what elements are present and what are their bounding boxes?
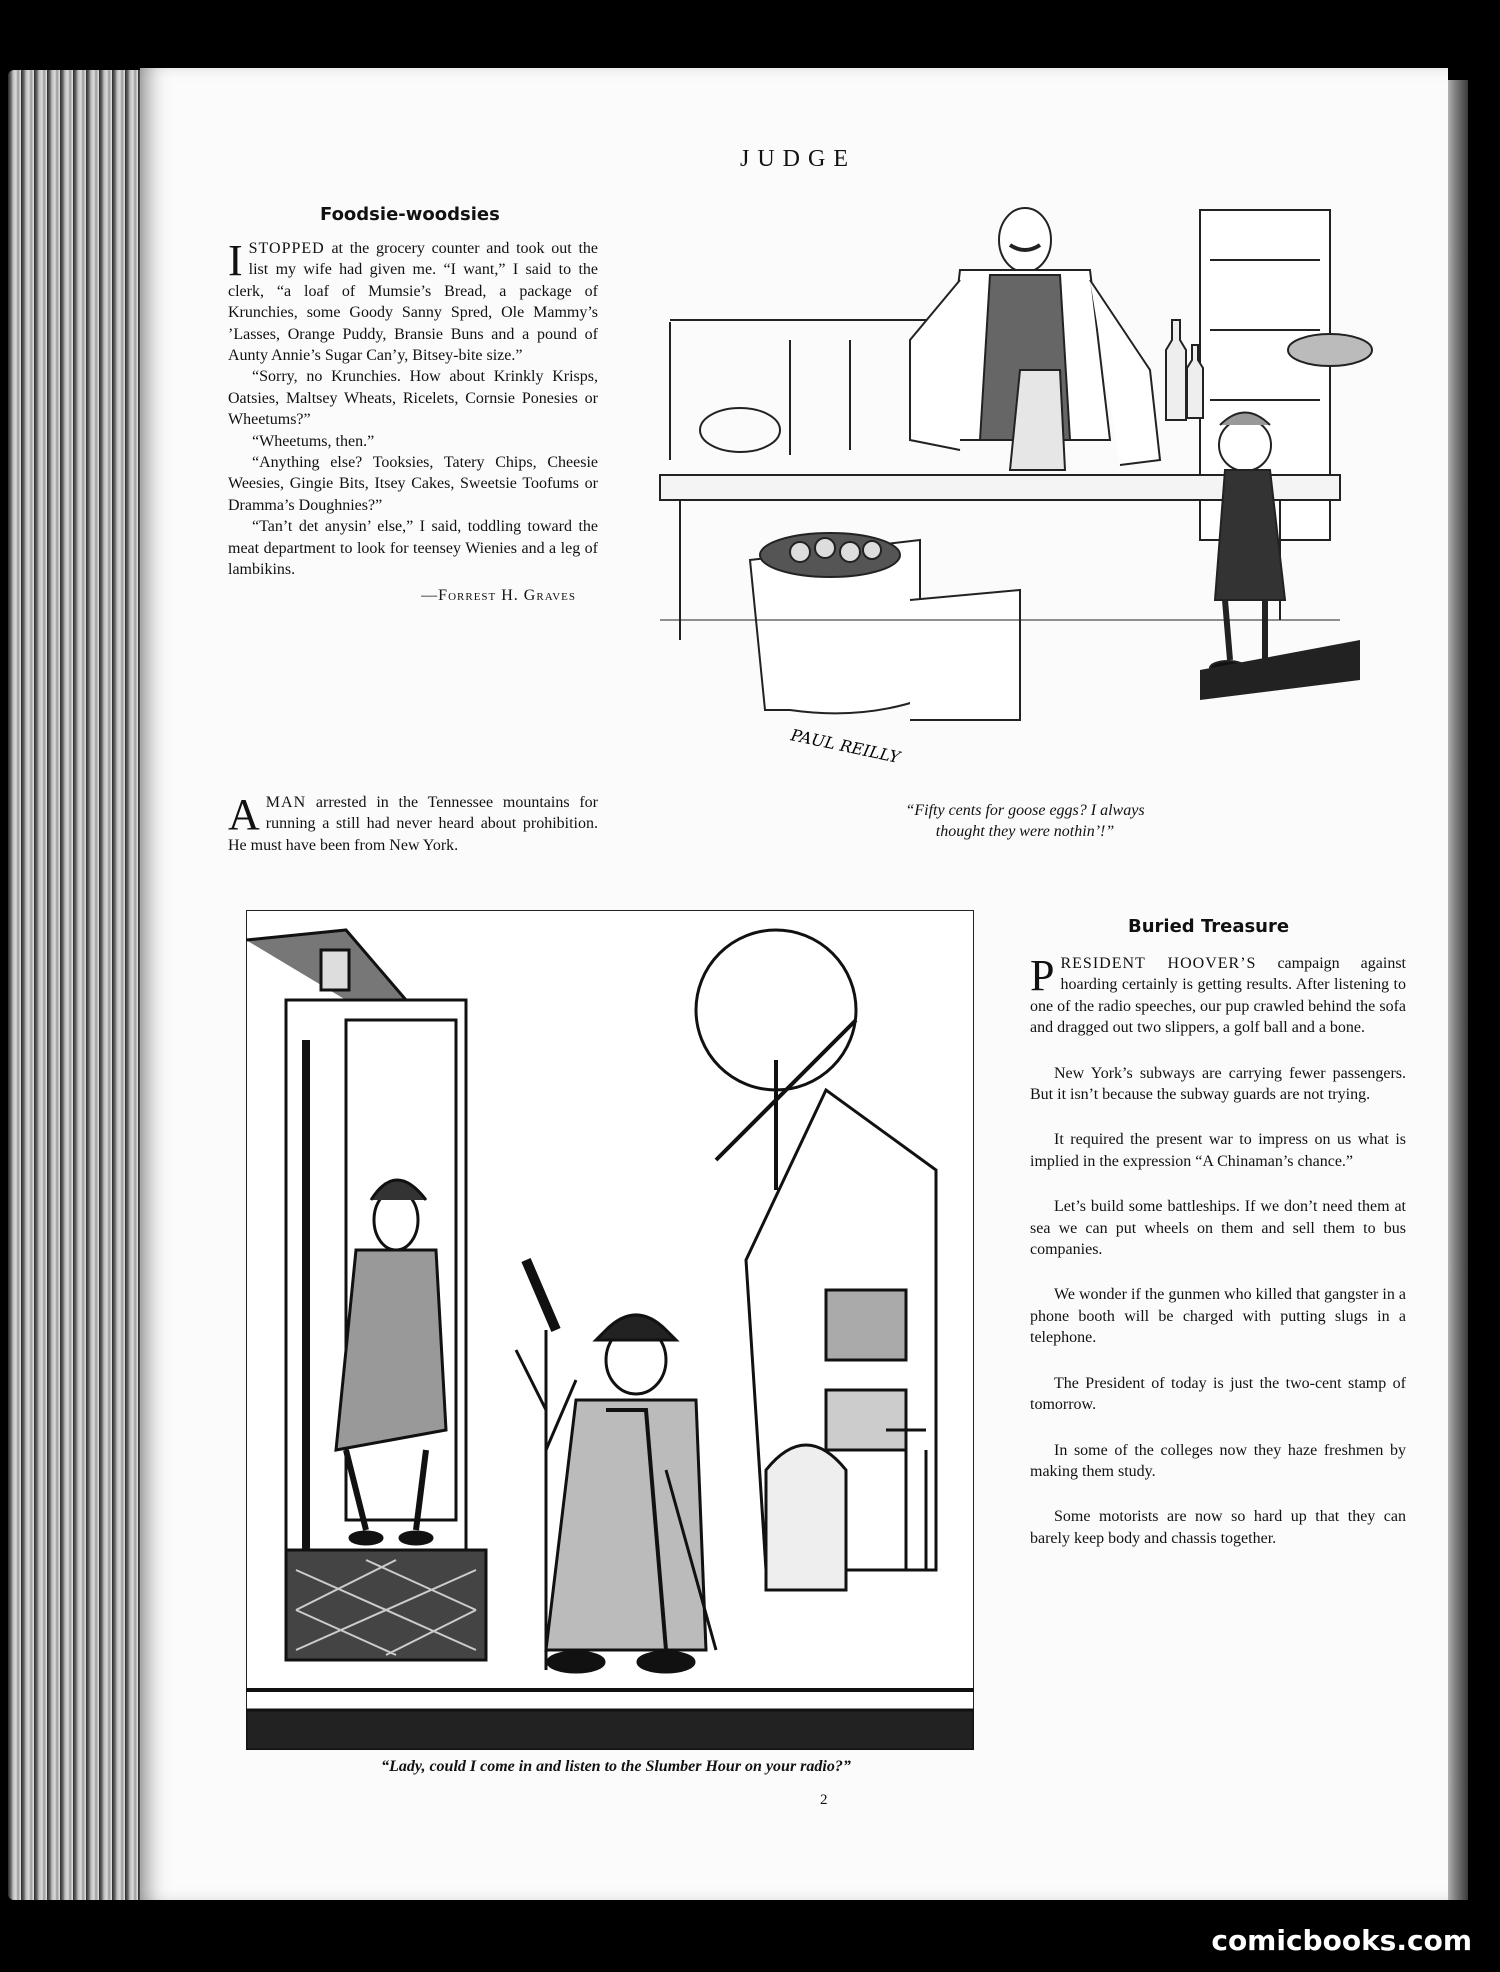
article-foodsie-p5: “Tan’t det anysin’ else,” I said, toddling toward the meat department to look for teensey Wienies and a leg of lambikins. — [228, 518, 598, 579]
cartoon-grocery-caption — [790, 800, 1260, 842]
article-treasure-paragraph: Let’s build some battleships. If we don’t need them at sea we can put wheels on them and sell them to bus companies. — [1030, 1198, 1406, 1259]
article-foodsie — [228, 238, 598, 606]
lead-in: STOPPED — [248, 240, 325, 257]
caption-line-2: thought they were nothin’!” — [935, 823, 1115, 840]
article-treasure-paragraph: Some motorists are now so hard up that they can barely keep body and chassis together. — [1030, 1508, 1406, 1547]
watermark: comicbooks.com — [1211, 1924, 1472, 1957]
article-treasure-paragraph: It required the present war to impress on us what is implied in the expression “A Chinaman’s chance.” — [1030, 1131, 1406, 1170]
artist-signature: PAUL REILLY — [789, 725, 902, 767]
cartoon-doorstep-caption: “Lady, could I come in and listen to the Slumber Hour on your radio?” — [381, 1758, 851, 1775]
caption-line-1: “Fifty cents for goose eggs? I always — [905, 802, 1145, 819]
article-moonshine-text — [228, 792, 598, 856]
article-buried-treasure — [1030, 953, 1406, 1573]
article-foodsie-p1 — [228, 238, 598, 366]
drop-cap: P — [1030, 951, 1055, 1000]
paragraph-text: arrested in the Tennessee mountains for running a still had never heard about prohibition. He must have been from New York. — [228, 794, 598, 854]
cartoon-grocery-illustration — [640, 200, 1380, 770]
paragraph-text: campaign against hoarding certainly is getting results. After listening to one of the radio speeches, our pup crawled behind the sofa and dragged out two slippers, a golf ball and a bone. — [1030, 955, 1406, 1037]
cartoon-doorstep-illustration — [246, 910, 974, 1750]
article-treasure-paragraph: The President of today is just the two-cent stamp of tomorrow. — [1030, 1374, 1406, 1414]
article-moonshine — [228, 792, 598, 856]
drop-cap: I — [228, 236, 243, 285]
article-treasure-paragraph: In some of the colleges now they haze freshmen by making them study. — [1030, 1441, 1406, 1480]
page-number: 2 — [820, 1792, 828, 1808]
article-treasure-p1 — [1030, 953, 1406, 1039]
lead-in: RESIDENT HOOVER’S — [1060, 955, 1257, 972]
masthead: JUDGE — [740, 146, 856, 172]
article-title-foodsie: Foodsie-woodsies — [320, 204, 500, 225]
article-foodsie-p3: “Wheetums, then.” — [252, 432, 375, 450]
article-foodsie-p4: “Anything else? Tooksies, Tatery Chips, Cheesie Weesies, Gingie Bits, Itsey Cakes, Sweetsie Toofums or Dramma’s Doughnies?” — [228, 454, 598, 514]
lead-in: MAN — [265, 794, 307, 811]
drop-cap: A — [228, 790, 260, 839]
byline: —Forrest H. Graves — [421, 586, 576, 604]
paragraph-text: at the grocery counter and took out the list my wife had given me. “I want,” I said to the clerk, “a loaf of Mumsie’s Bread, a package of Krunchies, some Goody Sanny Spred, Ole Mammy’s ’Lasses, Orange Puddy, Bransie Buns and a pound of Aunty Annie’s Sugar Can’y, Bitsey-bite size.” — [228, 240, 598, 365]
book-page-edges — [8, 70, 148, 1900]
article-treasure-paragraph: New York’s subways are carrying fewer passengers. But it isn’t because the subway guards are not trying. — [1030, 1064, 1406, 1104]
article-title-buried-treasure: Buried Treasure — [1128, 916, 1290, 937]
article-treasure-paragraph: We wonder if the gunmen who killed that gangster in a phone booth will be charged with putting slugs in a telephone. — [1030, 1286, 1406, 1347]
article-foodsie-p2: “Sorry, no Krunchies. How about Krinkly Krisps, Oatsies, Maltsey Wheats, Ricelets, Cornsie Ponesies or Wheetums?” — [228, 368, 598, 429]
